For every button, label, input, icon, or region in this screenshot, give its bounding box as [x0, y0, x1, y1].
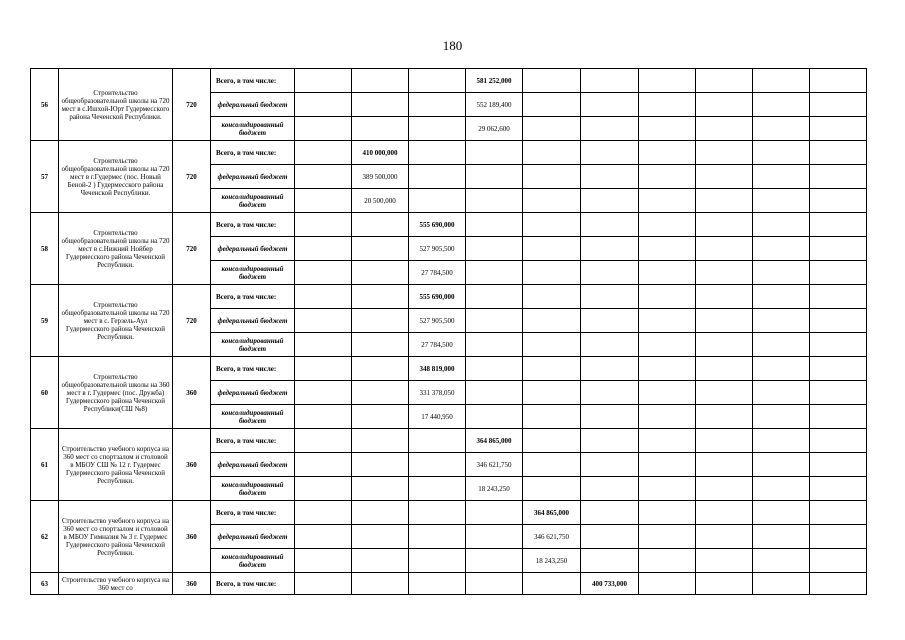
empty-cell — [523, 93, 581, 117]
empty-cell — [810, 573, 867, 595]
empty-cell — [466, 381, 523, 405]
empty-cell — [696, 453, 753, 477]
empty-cell — [639, 405, 696, 429]
value-consolidated: 27 784,500 — [409, 333, 466, 357]
row-label-consolidated: консолидированный бюджет — [211, 405, 295, 429]
empty-cell — [523, 309, 581, 333]
empty-cell — [639, 213, 696, 237]
empty-cell — [295, 237, 352, 261]
empty-cell — [639, 453, 696, 477]
empty-cell — [466, 285, 523, 309]
empty-cell — [639, 309, 696, 333]
empty-cell — [581, 69, 639, 93]
empty-cell — [523, 69, 581, 93]
empty-cell — [810, 237, 867, 261]
empty-cell — [352, 525, 409, 549]
project-number: 62 — [31, 501, 59, 573]
empty-cell — [295, 261, 352, 285]
value-total: 410 000,000 — [352, 141, 409, 165]
empty-cell — [352, 309, 409, 333]
empty-cell — [295, 141, 352, 165]
empty-cell — [295, 69, 352, 93]
value-federal: 527 905,500 — [409, 237, 466, 261]
row-label-federal: федеральный бюджет — [211, 453, 295, 477]
empty-cell — [295, 453, 352, 477]
row-label-federal: федеральный бюджет — [211, 525, 295, 549]
empty-cell — [639, 93, 696, 117]
empty-cell — [295, 285, 352, 309]
empty-cell — [696, 189, 753, 213]
empty-cell — [696, 261, 753, 285]
empty-cell — [581, 381, 639, 405]
empty-cell — [639, 285, 696, 309]
empty-cell — [523, 357, 581, 381]
empty-cell — [409, 501, 466, 525]
value-total: 400 733,000 — [581, 573, 639, 595]
empty-cell — [581, 141, 639, 165]
empty-cell — [352, 69, 409, 93]
empty-cell — [639, 381, 696, 405]
empty-cell — [295, 525, 352, 549]
empty-cell — [409, 117, 466, 141]
empty-cell — [753, 549, 810, 573]
empty-cell — [466, 165, 523, 189]
empty-cell — [466, 333, 523, 357]
empty-cell — [352, 357, 409, 381]
project-capacity: 720 — [173, 213, 211, 285]
empty-cell — [523, 189, 581, 213]
empty-cell — [639, 549, 696, 573]
empty-cell — [810, 549, 867, 573]
empty-cell — [295, 429, 352, 453]
empty-cell — [466, 189, 523, 213]
empty-cell — [581, 189, 639, 213]
value-total: 364 865,000 — [523, 501, 581, 525]
empty-cell — [639, 141, 696, 165]
row-label-total: Всего, в том числе: — [211, 69, 295, 93]
row-label-federal: федеральный бюджет — [211, 165, 295, 189]
empty-cell — [696, 381, 753, 405]
empty-cell — [696, 141, 753, 165]
table-row — [31, 501, 867, 525]
empty-cell — [696, 405, 753, 429]
project-name: Строительство общеобразовательной школы на 720 мест в с.Ишхой-Юрт Гудермесского района Чеченской Республики. — [59, 69, 173, 141]
empty-cell — [639, 117, 696, 141]
value-consolidated: 20 500,000 — [352, 189, 409, 213]
table-row — [31, 429, 867, 453]
empty-cell — [810, 141, 867, 165]
empty-cell — [352, 285, 409, 309]
row-label-consolidated: консолидированный бюджет — [211, 117, 295, 141]
empty-cell — [810, 213, 867, 237]
empty-cell — [295, 405, 352, 429]
empty-cell — [753, 333, 810, 357]
empty-cell — [466, 237, 523, 261]
empty-cell — [753, 309, 810, 333]
empty-cell — [753, 477, 810, 501]
empty-cell — [810, 285, 867, 309]
row-label-total: Всего, в том числе: — [211, 141, 295, 165]
row-label-total: Всего, в том числе: — [211, 213, 295, 237]
empty-cell — [523, 453, 581, 477]
project-capacity: 720 — [173, 285, 211, 357]
empty-cell — [753, 69, 810, 93]
empty-cell — [352, 237, 409, 261]
empty-cell — [810, 477, 867, 501]
empty-cell — [295, 93, 352, 117]
empty-cell — [639, 525, 696, 549]
project-capacity: 360 — [173, 501, 211, 573]
empty-cell — [696, 333, 753, 357]
project-name: Строительство учебного корпуса на 360 мест со спортзалом и столовой в МБОУ СШ № 12 г. Гудермес Гудермесского района Чеченской Республики. — [59, 429, 173, 501]
empty-cell — [523, 165, 581, 189]
empty-cell — [639, 69, 696, 93]
empty-cell — [352, 549, 409, 573]
empty-cell — [523, 477, 581, 501]
project-capacity: 720 — [173, 141, 211, 213]
empty-cell — [352, 333, 409, 357]
empty-cell — [352, 453, 409, 477]
empty-cell — [753, 93, 810, 117]
empty-cell — [466, 501, 523, 525]
empty-cell — [581, 501, 639, 525]
empty-cell — [581, 549, 639, 573]
empty-cell — [352, 381, 409, 405]
value-total: 555 690,000 — [409, 285, 466, 309]
empty-cell — [295, 549, 352, 573]
empty-cell — [639, 237, 696, 261]
empty-cell — [639, 189, 696, 213]
value-consolidated: 18 243,250 — [523, 549, 581, 573]
empty-cell — [409, 165, 466, 189]
empty-cell — [295, 333, 352, 357]
empty-cell — [696, 309, 753, 333]
value-consolidated: 29 062,600 — [466, 117, 523, 141]
row-label-federal: федеральный бюджет — [211, 309, 295, 333]
empty-cell — [295, 189, 352, 213]
row-label-total: Всего, в том числе: — [211, 285, 295, 309]
empty-cell — [581, 213, 639, 237]
empty-cell — [352, 117, 409, 141]
empty-cell — [810, 525, 867, 549]
project-capacity: 360 — [173, 429, 211, 501]
row-label-consolidated: консолидированный бюджет — [211, 189, 295, 213]
empty-cell — [696, 117, 753, 141]
empty-cell — [810, 165, 867, 189]
empty-cell — [409, 429, 466, 453]
empty-cell — [352, 213, 409, 237]
empty-cell — [581, 477, 639, 501]
empty-cell — [352, 261, 409, 285]
project-number: 61 — [31, 429, 59, 501]
empty-cell — [409, 69, 466, 93]
empty-cell — [581, 429, 639, 453]
empty-cell — [696, 237, 753, 261]
empty-cell — [753, 165, 810, 189]
row-label-total: Всего, в том числе: — [211, 429, 295, 453]
empty-cell — [581, 117, 639, 141]
empty-cell — [639, 333, 696, 357]
table-row — [31, 213, 867, 237]
value-federal: 331 378,050 — [409, 381, 466, 405]
empty-cell — [295, 309, 352, 333]
row-label-consolidated: консолидированный бюджет — [211, 549, 295, 573]
empty-cell — [753, 213, 810, 237]
empty-cell — [466, 213, 523, 237]
empty-cell — [523, 117, 581, 141]
row-label-total: Всего, в том числе: — [211, 573, 295, 595]
row-label-total: Всего, в том числе: — [211, 501, 295, 525]
project-name: Строительство общеобразовательной школы на 720 мест в с. Герзель-Аул Гудермесского района Чеченской Республики. — [59, 285, 173, 357]
empty-cell — [810, 357, 867, 381]
project-name: Строительство общеобразовательной школы на 360 мест в г. Гудермес (пос. Дружба) Гудермесского района Чеченской Республики(СШ №8) — [59, 357, 173, 429]
empty-cell — [352, 405, 409, 429]
empty-cell — [409, 573, 466, 595]
empty-cell — [409, 189, 466, 213]
empty-cell — [409, 141, 466, 165]
row-label-federal: федеральный бюджет — [211, 381, 295, 405]
empty-cell — [466, 357, 523, 381]
empty-cell — [523, 405, 581, 429]
value-total: 581 252,000 — [466, 69, 523, 93]
empty-cell — [523, 333, 581, 357]
empty-cell — [810, 333, 867, 357]
empty-cell — [639, 165, 696, 189]
empty-cell — [352, 93, 409, 117]
empty-cell — [581, 525, 639, 549]
empty-cell — [295, 357, 352, 381]
table-row — [31, 141, 867, 165]
value-total: 555 690,000 — [409, 213, 466, 237]
empty-cell — [466, 261, 523, 285]
empty-cell — [466, 405, 523, 429]
empty-cell — [581, 309, 639, 333]
project-capacity: 360 — [173, 357, 211, 429]
empty-cell — [409, 477, 466, 501]
empty-cell — [295, 165, 352, 189]
project-number: 59 — [31, 285, 59, 357]
empty-cell — [295, 501, 352, 525]
empty-cell — [352, 573, 409, 595]
empty-cell — [753, 357, 810, 381]
empty-cell — [409, 525, 466, 549]
empty-cell — [753, 573, 810, 595]
project-name: Строительство общеобразовательной школы на 720 мест в г.Гудермес (пос. Новый Беной-2 ) Гудермесского района Чеченской Республики. — [59, 141, 173, 213]
value-federal: 389 500,000 — [352, 165, 409, 189]
empty-cell — [581, 261, 639, 285]
empty-cell — [810, 93, 867, 117]
value-total: 348 819,000 — [409, 357, 466, 381]
empty-cell — [523, 141, 581, 165]
empty-cell — [753, 141, 810, 165]
row-label-consolidated: консолидированный бюджет — [211, 477, 295, 501]
empty-cell — [696, 573, 753, 595]
empty-cell — [409, 453, 466, 477]
project-number: 63 — [31, 573, 59, 595]
empty-cell — [810, 501, 867, 525]
empty-cell — [409, 93, 466, 117]
value-consolidated: 27 784,500 — [409, 261, 466, 285]
empty-cell — [581, 237, 639, 261]
empty-cell — [466, 141, 523, 165]
value-federal: 346 621,750 — [523, 525, 581, 549]
empty-cell — [466, 525, 523, 549]
project-name: Строительство учебного корпуса на 360 мест со спортзалом и столовой в МБОУ Гимназия № 3 г. Гудермес Гудермесского района Чеченской Республики. — [59, 501, 173, 573]
empty-cell — [581, 285, 639, 309]
empty-cell — [466, 549, 523, 573]
empty-cell — [352, 501, 409, 525]
empty-cell — [466, 573, 523, 595]
empty-cell — [466, 309, 523, 333]
empty-cell — [639, 261, 696, 285]
empty-cell — [696, 477, 753, 501]
empty-cell — [696, 69, 753, 93]
empty-cell — [753, 117, 810, 141]
empty-cell — [753, 405, 810, 429]
empty-cell — [810, 189, 867, 213]
project-number: 56 — [31, 69, 59, 141]
empty-cell — [696, 357, 753, 381]
empty-cell — [753, 285, 810, 309]
empty-cell — [753, 501, 810, 525]
empty-cell — [810, 69, 867, 93]
empty-cell — [523, 213, 581, 237]
project-name: Строительство общеобразовательной школы на 720 мест в с.Нижний Нойбер Гудермесского района Чеченской Республики. — [59, 213, 173, 285]
empty-cell — [753, 429, 810, 453]
empty-cell — [810, 117, 867, 141]
empty-cell — [523, 573, 581, 595]
empty-cell — [696, 525, 753, 549]
empty-cell — [581, 357, 639, 381]
row-label-federal: федеральный бюджет — [211, 237, 295, 261]
empty-cell — [810, 453, 867, 477]
value-federal: 346 621,750 — [466, 453, 523, 477]
empty-cell — [696, 429, 753, 453]
budget-table — [30, 68, 867, 595]
empty-cell — [352, 429, 409, 453]
table-row — [31, 573, 867, 595]
empty-cell — [696, 285, 753, 309]
project-capacity: 720 — [173, 69, 211, 141]
empty-cell — [581, 93, 639, 117]
empty-cell — [295, 381, 352, 405]
empty-cell — [753, 453, 810, 477]
value-consolidated: 17 440,950 — [409, 405, 466, 429]
table-row — [31, 285, 867, 309]
empty-cell — [581, 165, 639, 189]
empty-cell — [810, 309, 867, 333]
empty-cell — [696, 93, 753, 117]
project-capacity: 360 — [173, 573, 211, 595]
empty-cell — [753, 189, 810, 213]
empty-cell — [295, 117, 352, 141]
empty-cell — [295, 213, 352, 237]
project-number: 57 — [31, 141, 59, 213]
project-number: 60 — [31, 357, 59, 429]
empty-cell — [581, 405, 639, 429]
empty-cell — [753, 237, 810, 261]
empty-cell — [753, 525, 810, 549]
empty-cell — [523, 429, 581, 453]
project-name: Строительство учебного корпуса на 360 мест со — [59, 573, 173, 595]
row-label-consolidated: консолидированный бюджет — [211, 333, 295, 357]
table-row — [31, 357, 867, 381]
row-label-consolidated: консолидированный бюджет — [211, 261, 295, 285]
empty-cell — [295, 477, 352, 501]
empty-cell — [753, 381, 810, 405]
empty-cell — [639, 501, 696, 525]
value-total: 364 865,000 — [466, 429, 523, 453]
empty-cell — [523, 237, 581, 261]
empty-cell — [581, 453, 639, 477]
empty-cell — [409, 549, 466, 573]
value-federal: 527 905,500 — [409, 309, 466, 333]
empty-cell — [696, 549, 753, 573]
empty-cell — [352, 477, 409, 501]
empty-cell — [810, 381, 867, 405]
empty-cell — [696, 165, 753, 189]
empty-cell — [753, 261, 810, 285]
row-label-total: Всего, в том числе: — [211, 357, 295, 381]
project-number: 58 — [31, 213, 59, 285]
empty-cell — [523, 285, 581, 309]
row-label-federal: федеральный бюджет — [211, 93, 295, 117]
empty-cell — [639, 429, 696, 453]
empty-cell — [639, 573, 696, 595]
empty-cell — [295, 573, 352, 595]
empty-cell — [639, 477, 696, 501]
empty-cell — [523, 261, 581, 285]
empty-cell — [810, 429, 867, 453]
empty-cell — [810, 261, 867, 285]
empty-cell — [696, 213, 753, 237]
empty-cell — [639, 357, 696, 381]
page-number: 180 — [442, 38, 463, 53]
empty-cell — [523, 381, 581, 405]
empty-cell — [581, 333, 639, 357]
empty-cell — [696, 501, 753, 525]
empty-cell — [810, 405, 867, 429]
table-row — [31, 69, 867, 93]
value-federal: 552 189,400 — [466, 93, 523, 117]
value-consolidated: 18 243,250 — [466, 477, 523, 501]
